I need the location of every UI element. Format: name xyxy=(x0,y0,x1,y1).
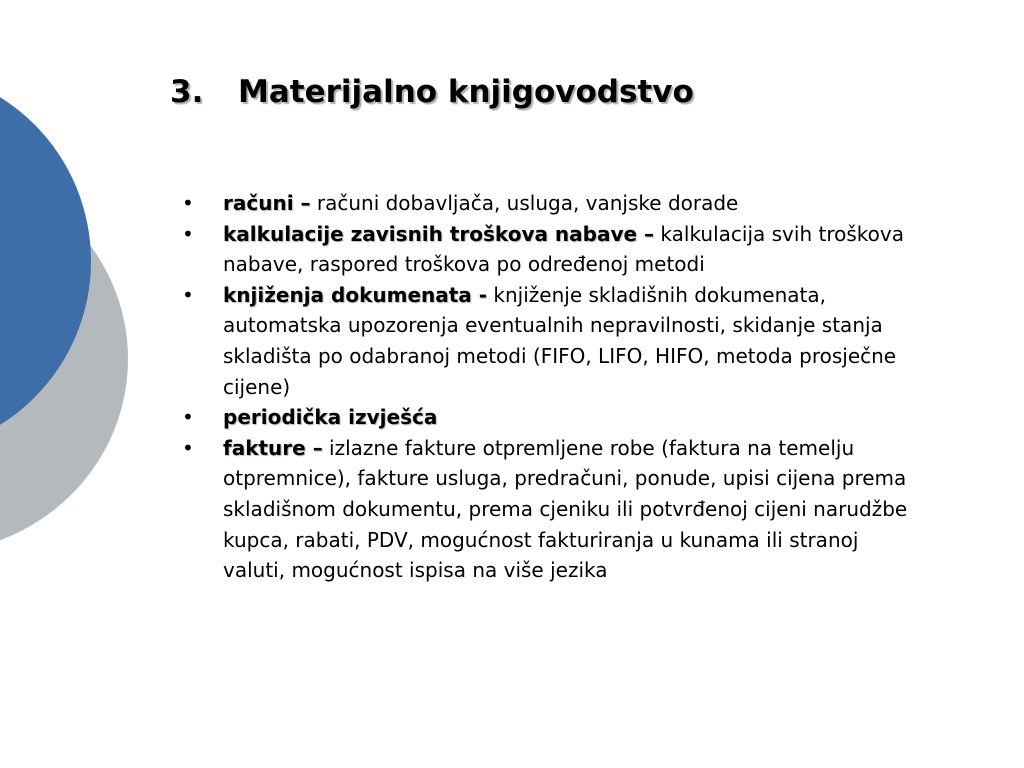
bullet-term: knjiženja dokumenata - xyxy=(223,282,488,307)
bullet-item-kalkulacije xyxy=(182,219,912,280)
bullet-term: periodička izvješća xyxy=(223,405,438,430)
bullet-item-knjizenja xyxy=(182,280,912,402)
slide-title xyxy=(170,74,694,110)
bullet-item-fakture xyxy=(182,433,912,586)
bullet-icon: • xyxy=(182,435,194,460)
bullet-icon: • xyxy=(182,405,194,430)
bullet-term: kalkulacije zavisnih troškova nabave – xyxy=(223,221,655,246)
title-text: Materijalno knjigovodstvo xyxy=(238,74,694,110)
bullet-term: računi – xyxy=(223,191,311,215)
title-number: 3. xyxy=(170,74,204,110)
bullet-text: izlazne fakture otpremljene robe (faktura na temelju otpremnice), fakture usluga, predračuni, ponude, upisi cijena prema skladišnom dokumentu, prema cjeniku ili potvrđenoj cijeni narudžbe kupca, rabati, PDV, mogućnost fakturiranja u kunama ili stranoj valuti, mogućnost ispisa na više jezika xyxy=(223,435,908,583)
bullet-term: fakture – xyxy=(223,435,323,460)
bullet-item-racuni xyxy=(182,188,912,219)
bullet-item-izvjesca xyxy=(182,402,912,433)
bullet-icon: • xyxy=(182,191,194,215)
bullet-text: kalkulacija svih troškova nabave, raspored troškova po određenoj metodi xyxy=(223,221,904,277)
bullet-text: knjiženje skladišnih dokumenata, automatska upozorenja eventualnih nepravilnosti, skidanje stanja skladišta po odabranoj metodi (FIFO, LIFO, HIFO, metoda prosječne cijene) xyxy=(223,282,897,399)
bullet-icon: • xyxy=(182,282,194,307)
bullet-list xyxy=(182,188,912,586)
bullet-text: računi dobavljača, usluga, vanjske dorade xyxy=(310,191,739,215)
bullet-icon: • xyxy=(182,221,194,246)
